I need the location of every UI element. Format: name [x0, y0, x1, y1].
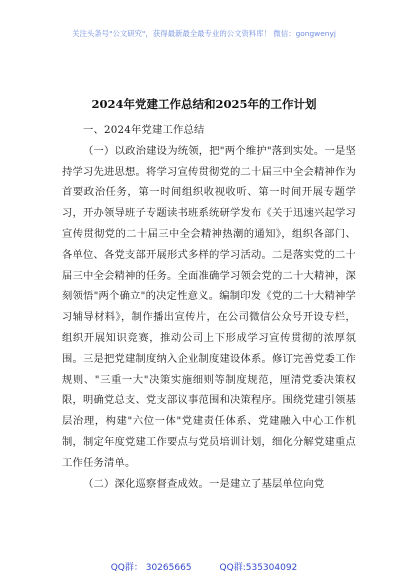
footer-contact — [0, 560, 408, 573]
footer-qq-group-1: QQ群： 30265665 — [110, 563, 192, 573]
body-paragraph: （二）深化巡察督查成效。一是建立了基层单位向党 — [83, 477, 325, 490]
body-paragraph: （一）以政治建设为统领，把"两个维护"落到实处。一是坚持学习先进思想。将学习宣传贯彻党的二十届三中全会精神作为首要政治任务，第一时间组织收视收听、第一时间开展专题学习，开办领导班子专题读书班系统研学发布《关于迅速兴起学习宣传贯彻党的二十届三中全会精神热潮的通知》，组织各部门、各单位、各党支部开展形式多样的学习活动。二是落实党的二十届三中全会精神的任务。全面准确学习领会党的二十大精神，深刻领悟"两个确立"的决定性意义。编制印发《党的二十大精神学习辅导材料》，制作播出宣传片，在公司微信公众号开设专栏，组织开展知识竞赛，推动公司上下形成学习宣传贯彻的浓厚氛围。三是把党建制度纳入企业制度建设体系。修订完善党委工作规则、"三重一大"决策实施细则等制度规范，厘清党委决策权限，明确党总支、党支部议事范围和决策程序。围绕党建引领基层治理，构建"六位一体"党建责任体系、党建融入中心工作机制，制定年度党建工作要点与党员培训计划，细化分解党建重点工作任务清单。 — [62, 144, 356, 469]
header-banner: 关注头条号"公文研究"，获得最新最全最专业的公文资料库！ 微信：gongwenyj — [72, 29, 336, 38]
section-heading: 一、2024年党建工作总结 — [83, 124, 205, 136]
footer-qq-group-2: QQ群:535304092 — [219, 563, 298, 573]
document-body — [62, 120, 356, 494]
document-title: 2024年党建工作总结和2025年的工作计划 — [91, 97, 317, 111]
